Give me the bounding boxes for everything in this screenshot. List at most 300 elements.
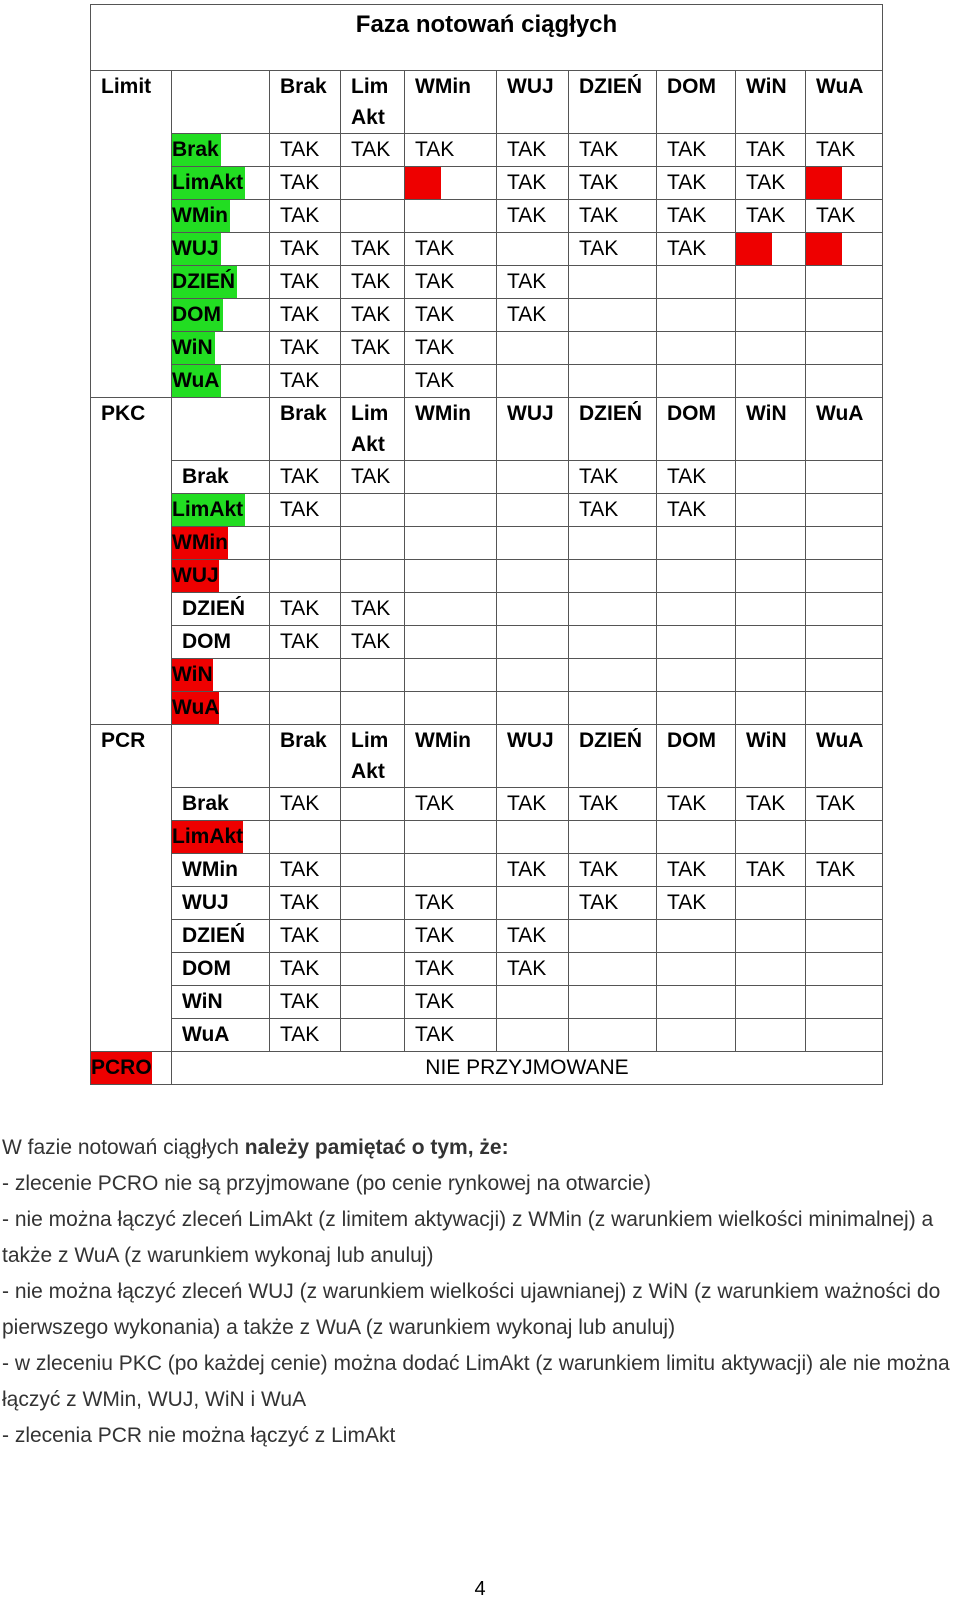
table-row (91, 200, 883, 233)
row-label: LimAkt (172, 821, 243, 853)
order-compatibility-table (90, 4, 883, 1085)
row-label: WMin (172, 527, 228, 559)
table-cell: TAK (657, 134, 736, 167)
table-cell (736, 365, 806, 398)
row-label-cell (172, 692, 270, 725)
column-header: WUJ (497, 71, 569, 134)
row-label: Brak (172, 134, 221, 166)
column-header: WUJ (497, 398, 569, 461)
table-cell (657, 1019, 736, 1052)
table-cell (657, 593, 736, 626)
row-label-cell (172, 659, 270, 692)
table-cell (569, 560, 657, 593)
table-cell (736, 887, 806, 920)
table-cell: TAK (806, 134, 883, 167)
column-header: WuA (806, 725, 883, 788)
table-cell: TAK (736, 788, 806, 821)
table-cell (657, 527, 736, 560)
table-cell (806, 1019, 883, 1052)
table-cell (341, 821, 405, 854)
column-header: WiN (736, 725, 806, 788)
pcro-label-cell (91, 1052, 172, 1085)
table-cell (736, 560, 806, 593)
row-label: DOM (182, 957, 231, 980)
table-cell: TAK (270, 887, 341, 920)
table-cell (806, 461, 883, 494)
table-row (91, 854, 883, 887)
row-label: WMin (182, 858, 238, 881)
column-header: WuA (806, 398, 883, 461)
note-line: - nie można łączyć zleceń LimAkt (z limitem aktywacji) z WMin (z warunkiem wielkości minimalnej) a także z WuA (z warunkiem wykonaj lub anuluj) (2, 1208, 934, 1267)
row-label: Brak (182, 465, 229, 488)
section-header-row (91, 71, 883, 134)
table-cell (736, 461, 806, 494)
row-label-cell (172, 1019, 270, 1052)
table-cell: TAK (270, 953, 341, 986)
table-cell (657, 659, 736, 692)
table-cell (736, 920, 806, 953)
table-cell: TAK (341, 461, 405, 494)
table-cell (341, 365, 405, 398)
table-cell: TAK (341, 233, 405, 266)
table-cell: TAK (341, 299, 405, 332)
table-cell (341, 659, 405, 692)
table-cell (270, 527, 341, 560)
table-cell: TAK (497, 920, 569, 953)
row-label: WUJ (182, 891, 229, 914)
table-row (91, 692, 883, 725)
row-label-cell (172, 365, 270, 398)
table-row (91, 1019, 883, 1052)
table-cell: TAK (270, 365, 341, 398)
table-cell: TAK (569, 461, 657, 494)
table-cell: TAK (341, 332, 405, 365)
table-row (91, 887, 883, 920)
table-cell (569, 626, 657, 659)
table-cell (405, 167, 497, 200)
table-cell (736, 593, 806, 626)
table-cell: TAK (736, 854, 806, 887)
table-cell: TAK (569, 134, 657, 167)
table-cell (497, 986, 569, 1019)
table-cell: TAK (270, 626, 341, 659)
table-cell: TAK (405, 266, 497, 299)
pcro-row (91, 1052, 883, 1085)
row-label-cell (172, 134, 270, 167)
corner-cell (172, 725, 270, 788)
row-label-cell (172, 887, 270, 920)
table-cell: TAK (405, 332, 497, 365)
table-cell (736, 692, 806, 725)
column-header: WMin (405, 71, 497, 134)
table-cell (270, 560, 341, 593)
table-row (91, 167, 883, 200)
table-cell (657, 332, 736, 365)
table-cell: TAK (270, 233, 341, 266)
table-cell (806, 167, 883, 200)
table-cell: TAK (657, 233, 736, 266)
table-cell (657, 986, 736, 1019)
table-row (91, 626, 883, 659)
table-cell: TAK (497, 854, 569, 887)
row-label: WMin (172, 200, 230, 232)
table-cell (405, 593, 497, 626)
table-cell: TAK (341, 134, 405, 167)
table-cell: TAK (497, 134, 569, 167)
table-cell (569, 332, 657, 365)
column-header: DZIEŃ (569, 725, 657, 788)
red-marker (736, 233, 772, 265)
row-label-cell (172, 626, 270, 659)
table-cell (569, 986, 657, 1019)
table-cell (736, 953, 806, 986)
table-cell (657, 821, 736, 854)
table-cell: TAK (270, 593, 341, 626)
table-row (91, 953, 883, 986)
table-cell: TAK (657, 461, 736, 494)
table-cell (806, 332, 883, 365)
table-cell (806, 527, 883, 560)
table-cell (497, 659, 569, 692)
row-label-cell (172, 299, 270, 332)
table-cell (736, 986, 806, 1019)
row-label-cell (172, 494, 270, 527)
table-cell: TAK (270, 461, 341, 494)
table-cell: TAK (569, 167, 657, 200)
table-row (91, 527, 883, 560)
table-cell (806, 986, 883, 1019)
table-cell (341, 560, 405, 593)
table-cell (341, 887, 405, 920)
notes-intro-plain: W fazie notowań ciągłych (2, 1136, 245, 1159)
row-label-cell (172, 986, 270, 1019)
table-cell (497, 527, 569, 560)
table-cell (806, 887, 883, 920)
pcro-label: PCRO (91, 1052, 152, 1084)
table-cell (806, 659, 883, 692)
table-row (91, 659, 883, 692)
table-cell (341, 494, 405, 527)
table-row (91, 494, 883, 527)
table-cell (806, 233, 883, 266)
table-cell (569, 527, 657, 560)
table-cell (657, 560, 736, 593)
row-label-cell (172, 854, 270, 887)
table-cell (405, 659, 497, 692)
row-label-cell (172, 233, 270, 266)
table-cell: TAK (270, 854, 341, 887)
note-line: - nie można łączyć zleceń WUJ (z warunkiem wielkości ujawnianej) z WiN (z warunkiem ważności do pierwszego wykonania) a także z WuA (z warunkiem wykonaj lub anuluj) (2, 1280, 941, 1339)
table-cell: TAK (569, 887, 657, 920)
table-cell (569, 821, 657, 854)
table-cell (569, 299, 657, 332)
table-cell (270, 821, 341, 854)
row-label: WuA (172, 365, 221, 397)
table-cell (806, 560, 883, 593)
table-cell: TAK (657, 887, 736, 920)
table-cell: TAK (497, 266, 569, 299)
table-cell: TAK (341, 626, 405, 659)
table-cell (806, 494, 883, 527)
red-marker (806, 167, 842, 199)
table-cell: TAK (405, 920, 497, 953)
table-cell: TAK (405, 788, 497, 821)
corner-cell (172, 71, 270, 134)
table-cell: TAK (497, 200, 569, 233)
table-cell (497, 494, 569, 527)
section-header-row (91, 725, 883, 788)
table-cell (736, 821, 806, 854)
table-cell: TAK (569, 788, 657, 821)
table-cell (405, 854, 497, 887)
table-cell (806, 299, 883, 332)
table-cell (657, 266, 736, 299)
table-cell (736, 527, 806, 560)
column-header: Brak (270, 398, 341, 461)
table-cell: TAK (270, 332, 341, 365)
row-label-cell (172, 593, 270, 626)
table-cell (736, 626, 806, 659)
table-cell (405, 821, 497, 854)
table-cell (497, 821, 569, 854)
table-cell: TAK (405, 986, 497, 1019)
table-cell (806, 692, 883, 725)
table-cell (341, 200, 405, 233)
notes-intro-bold: należy pamiętać o tym, że: (244, 1136, 509, 1159)
row-label-cell (172, 461, 270, 494)
table-cell (497, 593, 569, 626)
table-cell: TAK (806, 788, 883, 821)
table-title: Faza notowań ciągłych (91, 5, 883, 71)
column-header: WMin (405, 725, 497, 788)
table-cell (736, 332, 806, 365)
row-label-cell (172, 527, 270, 560)
table-cell: TAK (270, 494, 341, 527)
row-label: WUJ (172, 560, 219, 592)
table-row (91, 332, 883, 365)
table-cell (657, 953, 736, 986)
table-cell (341, 854, 405, 887)
table-cell (341, 953, 405, 986)
row-label-cell (172, 920, 270, 953)
table-cell (497, 887, 569, 920)
table-cell (341, 167, 405, 200)
table-row (91, 986, 883, 1019)
row-label: DOM (172, 299, 223, 331)
table-cell: TAK (736, 200, 806, 233)
table-cell: TAK (497, 167, 569, 200)
column-header: DOM (657, 725, 736, 788)
table-cell (657, 692, 736, 725)
table-cell (806, 920, 883, 953)
column-header: Brak (270, 71, 341, 134)
table-cell: TAK (569, 200, 657, 233)
row-label-cell (172, 332, 270, 365)
column-header: DOM (657, 71, 736, 134)
table-cell (497, 1019, 569, 1052)
corner-cell (172, 398, 270, 461)
row-label: WiN (172, 659, 213, 691)
table-cell (569, 659, 657, 692)
table-row (91, 788, 883, 821)
table-cell: TAK (657, 494, 736, 527)
table-cell: TAK (497, 299, 569, 332)
table-cell (497, 332, 569, 365)
table-row (91, 134, 883, 167)
table-cell (497, 560, 569, 593)
table-cell (569, 692, 657, 725)
table-cell: TAK (270, 788, 341, 821)
table-cell: TAK (270, 167, 341, 200)
table-cell: TAK (736, 134, 806, 167)
table-cell (657, 299, 736, 332)
column-header: WiN (736, 398, 806, 461)
notes (2, 1130, 952, 1454)
table-cell: TAK (405, 887, 497, 920)
table-cell (341, 920, 405, 953)
table-cell (497, 461, 569, 494)
table-row (91, 560, 883, 593)
table-cell: TAK (569, 854, 657, 887)
table-cell (569, 1019, 657, 1052)
table-cell (806, 266, 883, 299)
red-marker (405, 167, 441, 199)
table-cell (405, 200, 497, 233)
table-cell (806, 626, 883, 659)
table-cell: TAK (806, 200, 883, 233)
table-cell (806, 821, 883, 854)
table-cell (341, 1019, 405, 1052)
table-cell: TAK (341, 593, 405, 626)
column-header: Lim Akt (341, 398, 405, 461)
table-cell (341, 692, 405, 725)
table-cell: TAK (270, 920, 341, 953)
table-row (91, 299, 883, 332)
table-cell (270, 692, 341, 725)
row-label-cell (172, 266, 270, 299)
table-cell: TAK (270, 1019, 341, 1052)
row-label-cell (172, 200, 270, 233)
table-cell: TAK (341, 266, 405, 299)
table-cell (497, 626, 569, 659)
row-label-cell (172, 953, 270, 986)
table-cell: TAK (497, 788, 569, 821)
section-header-row (91, 398, 883, 461)
table-row (91, 365, 883, 398)
table-cell (657, 920, 736, 953)
table-cell (736, 233, 806, 266)
table-cell: TAK (657, 788, 736, 821)
row-label: DOM (182, 630, 231, 653)
column-header: Lim Akt (341, 725, 405, 788)
table-cell (569, 365, 657, 398)
table-cell (405, 527, 497, 560)
table-cell: TAK (569, 494, 657, 527)
table-row (91, 593, 883, 626)
table-cell (405, 626, 497, 659)
notes-intro (2, 1130, 952, 1166)
table-cell (657, 365, 736, 398)
row-label: DZIEŃ (172, 266, 237, 298)
column-header: DZIEŃ (569, 71, 657, 134)
row-label: WiN (172, 332, 215, 364)
table-cell: TAK (270, 200, 341, 233)
table-cell (569, 266, 657, 299)
table-cell: TAK (405, 953, 497, 986)
row-label-cell (172, 821, 270, 854)
row-label: Brak (182, 792, 229, 815)
table-cell: TAK (736, 167, 806, 200)
table-cell (736, 494, 806, 527)
table-cell (341, 986, 405, 1019)
row-label: DZIEŃ (182, 924, 245, 947)
table-cell (405, 560, 497, 593)
table-cell (341, 527, 405, 560)
table-cell: TAK (497, 953, 569, 986)
table-cell (806, 365, 883, 398)
table-row (91, 821, 883, 854)
table-cell (341, 788, 405, 821)
red-marker (806, 233, 842, 265)
row-label-cell (172, 560, 270, 593)
table-cell: TAK (569, 233, 657, 266)
column-header: Brak (270, 725, 341, 788)
table-cell: TAK (657, 167, 736, 200)
table-cell (405, 692, 497, 725)
table-cell (736, 659, 806, 692)
table-cell: TAK (806, 854, 883, 887)
table-cell (736, 266, 806, 299)
note-line: - w zleceniu PKC (po każdej cenie) można dodać LimAkt (z warunkiem limitu aktywacji) ale nie można łączyć z WMin, WUJ, WiN i WuA (2, 1352, 950, 1411)
column-header: DZIEŃ (569, 398, 657, 461)
table-cell: TAK (405, 299, 497, 332)
table-cell: TAK (405, 134, 497, 167)
table-cell: TAK (405, 1019, 497, 1052)
table-cell (497, 365, 569, 398)
table-cell (405, 494, 497, 527)
column-header: WuA (806, 71, 883, 134)
table-cell (270, 659, 341, 692)
note-line: - zlecenie PCRO nie są przyjmowane (po cenie rynkowej na otwarcie) (2, 1172, 651, 1195)
row-label: LimAkt (172, 494, 245, 526)
table-row (91, 266, 883, 299)
row-label: LimAkt (172, 167, 245, 199)
row-label: DZIEŃ (182, 597, 245, 620)
table-cell (569, 953, 657, 986)
row-label: WUJ (172, 233, 221, 265)
section-label: PKC (91, 398, 172, 725)
table-cell: TAK (270, 299, 341, 332)
table-cell (806, 953, 883, 986)
table-cell: TAK (657, 200, 736, 233)
table-cell: TAK (270, 134, 341, 167)
column-header: DOM (657, 398, 736, 461)
table-cell (569, 920, 657, 953)
section-label: Limit (91, 71, 172, 398)
table-cell (657, 626, 736, 659)
column-header: WiN (736, 71, 806, 134)
row-label: WiN (182, 990, 223, 1013)
row-label: WuA (172, 692, 219, 724)
table-row (91, 461, 883, 494)
column-header: WUJ (497, 725, 569, 788)
note-line: - zlecenia PCR nie można łączyć z LimAkt (2, 1424, 396, 1447)
table-row (91, 233, 883, 266)
pcro-status: NIE PRZYJMOWANE (172, 1052, 883, 1085)
table-cell: TAK (657, 854, 736, 887)
table-cell (806, 593, 883, 626)
row-label: WuA (182, 1023, 230, 1046)
